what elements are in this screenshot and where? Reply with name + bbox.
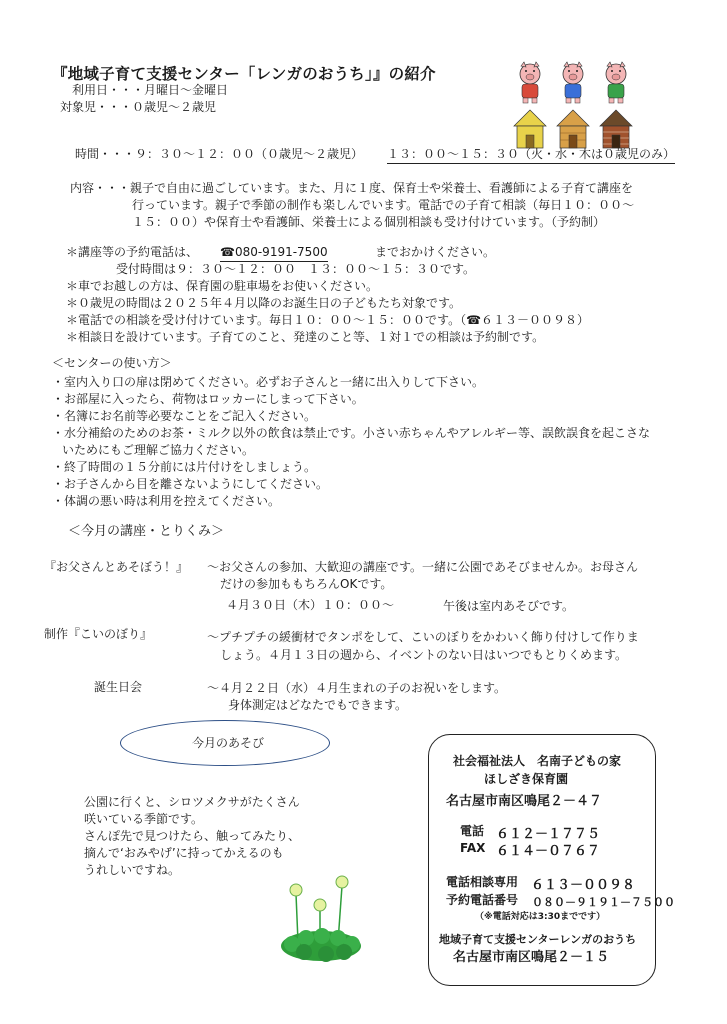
note-line: ＊相談日を設けています。子育てのこと、発達のこと等、１対１での相談は予約制です。 — [66, 330, 545, 344]
papa-title: 『お父さんとあそぼう！』 — [44, 560, 189, 574]
contact-address: 名古屋市南区鳴尾２－４７ — [446, 794, 603, 809]
play-line: 公園に行くと、シロツメクサがたくさん — [84, 795, 300, 809]
birthday-desc-1: ～４月２２日（水）４月生まれの子のお祝いをします。 — [207, 681, 507, 695]
usage-line: ・お子さんから目を離さないようにしてください。 — [52, 477, 329, 491]
target-age: 対象児・・・０歳児～２歳児 — [60, 100, 217, 114]
usage-line: いためにもご理解ご協力ください。 — [62, 443, 255, 457]
reservation-phone: ☎080-9191-7500 — [220, 245, 328, 262]
contact-org: 社会福祉法人 名南子どもの家 — [453, 754, 622, 768]
center-name: 地域子育て支援センターレンガのおうち — [439, 933, 637, 946]
usage-line: ・水分補給のためのお茶・ミルク以外の飲食は禁止です。小さい赤ちゃんやアレルギー等、誤飲誤食を起こさな — [52, 426, 651, 440]
page-title: 『地域子育て支援センター「レンガのおうち」』の紹介 — [52, 65, 436, 83]
papa-date: ４月３０日（木）１０：００～ — [226, 598, 395, 612]
papa-note: 午後は室内あそびです。 — [443, 599, 575, 613]
note-line: ＊電話での相談を受け付けています。毎日１０：００～１５：００です。（☎６１３－００９８） — [66, 313, 590, 327]
tel-label: 電話 — [460, 824, 485, 838]
usage-line: ・名簿にお名前等必要なことをご記入ください。 — [52, 409, 317, 423]
play-line: さんぽ先で見つけたら、触ってみたり、 — [84, 829, 301, 843]
reserve-label: 予約電話番号 — [446, 893, 519, 907]
clover-leaves-icon — [281, 928, 361, 962]
usage-days: 利用日・・・月曜日～金曜日 — [72, 83, 229, 97]
fax-label: FAX — [460, 841, 486, 855]
play-line: うれしいですね。 — [84, 863, 181, 877]
fax-number: ６１４－０７６７ — [496, 844, 601, 859]
center-address: 名古屋市南区鳴尾２－１５ — [453, 950, 610, 965]
content-line-2: 行っています。親子で季節の制作も楽しんでいます。電話での子育て相談（毎日１０：００～ — [132, 198, 635, 212]
three-little-pigs-illustration — [510, 60, 640, 152]
tel-number: ６１２－１７７５ — [496, 827, 601, 842]
note-line: ＊車でお越しの方は、保育園の駐車場をお使いください。 — [66, 279, 379, 293]
pig-red-icon — [520, 62, 540, 103]
clover-illustration — [276, 872, 366, 964]
reservation-tail: までおかけください。 — [375, 245, 496, 259]
straw-house-icon — [514, 110, 546, 148]
contact-nursery: ほしざき保育園 — [484, 772, 569, 786]
play-line: 摘んで‘おみやげ’に持ってかえるのも — [84, 846, 284, 860]
note-line: ＊０歳児の時間は２０２５年４月以降のお誕生日の子どもたち対象です。 — [66, 296, 462, 310]
content-line-1: 内容・・・親子で自由に過ごしています。また、月に１度、保育士や栄養士、看護師による子育て講座を — [70, 181, 634, 195]
wood-house-icon — [557, 110, 589, 148]
craft-desc-1: ～プチプチの緩衝材でタンポをして、こいのぼりをかわいく飾り付けして作りま — [207, 630, 639, 644]
craft-title: 制作『こいのぼり』 — [44, 627, 153, 641]
hours-afternoon: １３：００～１５：３０（火・水・木は０歳児のみ） — [387, 147, 675, 164]
papa-desc-2: だけの参加ももちろんOKです。 — [220, 577, 393, 591]
usage-line: ・終了時間の１５分前には片付けをしましょう。 — [52, 460, 317, 474]
craft-desc-2: しょう。４月１３日の週から、イベントのない日はいつでもとりくめます。 — [220, 648, 628, 662]
usage-line: ・体調の悪い時は利用を控えてください。 — [52, 494, 281, 508]
papa-desc-1: ～お父さんの参加、大歓迎の講座です。一緒に公園であそびませんか。お母さん — [207, 560, 639, 574]
usage-heading: ＜センターの使い方＞ — [52, 356, 172, 370]
usage-line: ・お部屋に入ったら、荷物はロッカーにしまって下さい。 — [52, 392, 364, 406]
pig-blue-icon — [563, 62, 583, 103]
consult-number: ６１３－００９８ — [531, 878, 636, 893]
birthday-title: 誕生日会 — [94, 680, 143, 694]
consult-label: 電話相談専用 — [446, 875, 519, 889]
hours-morning: 時間・・・９：３０～１２：００（０歳児～２歳児） — [75, 147, 364, 161]
content-line-3: １５：００）や保育士や看護師、栄養士による個別相談も受け付けています。（予約制） — [132, 215, 606, 229]
play-heading: 今月のあそび — [192, 736, 265, 750]
brick-house-icon — [600, 110, 632, 148]
monthly-heading: ＜今月の講座・とりくみ＞ — [68, 524, 225, 539]
note-line: 受付時間は９：３０～１２：００ １３：００～１５：３０です。 — [116, 262, 476, 276]
reservation-label: ＊講座等の予約電話は、 — [66, 245, 199, 259]
reserve-note: （※電話対応は3:30までです） — [475, 912, 606, 922]
pig-green-icon — [606, 62, 626, 103]
usage-line: ・室内入り口の扉は閉めてください。必ずお子さんと一緒に出入りして下さい。 — [52, 375, 485, 389]
reserve-number: ０８０－９１９１－７５００ — [532, 896, 675, 909]
play-line: 咲いている季節です。 — [84, 812, 204, 826]
birthday-desc-2: 身体測定はどなたでもできます。 — [228, 698, 408, 712]
